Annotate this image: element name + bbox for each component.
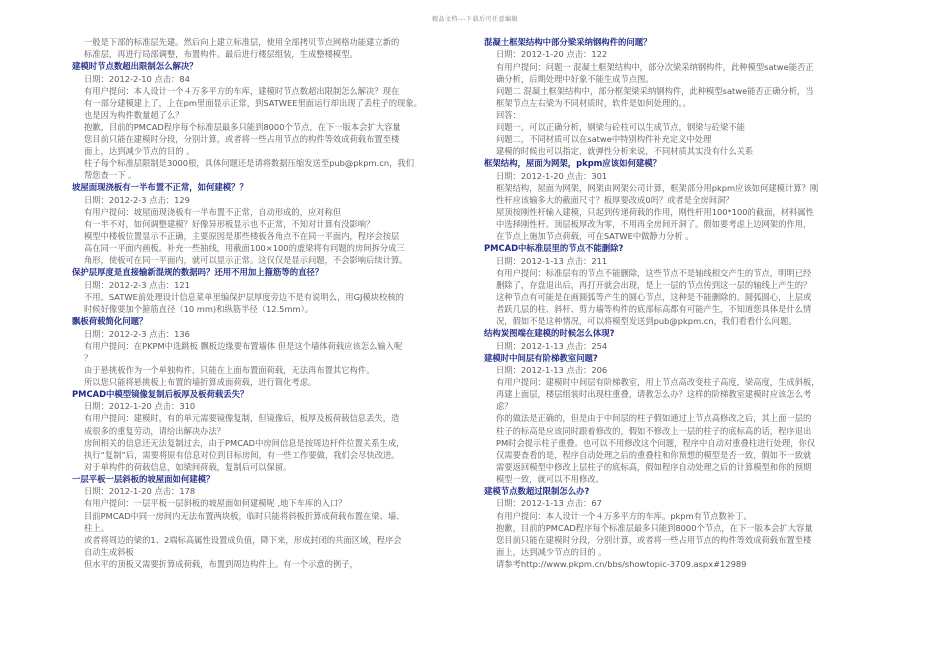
paragraph-line: 况，假如不是这种情况，可以将模型发送到pub@pkpm.cn，我们看看什么问题。: [496, 316, 797, 327]
paragraph-line: 模型一致，就可以不用修改。: [496, 473, 604, 484]
paragraph-line: 框架节点左右梁为不同材质时，软件是如何处理的。。: [496, 97, 691, 108]
paragraph-line: 标准层，再进行局部调整，布置构件。最后进行楼层组装，生成整楼模型。: [84, 49, 358, 60]
section-heading: 保护层厚度是直接输新混规的数据吗？还用不用加上箍筋等的直径？: [72, 267, 324, 278]
paragraph-line: 您目前只能在建模时分段，分别计算，或者将一些占用节点的构件等效成荷载布置至楼: [84, 134, 400, 145]
paragraph-line: 由于悬挑板作为一个单独构件，只能在上面布置面荷载，无法再布置其它构件。: [84, 364, 375, 375]
paragraph-line: 需要返回模型中修改上层柱子的底标高，假如程序自动处理之后的计算模型和你的预期: [496, 461, 812, 472]
paragraph-line: 性杆应该输多大的截面尺寸？板厚要改成0吗？或者是全房间洞？: [496, 194, 734, 205]
paragraph-line: ？: [84, 352, 93, 363]
paragraph-line: 目前PMCAD中同一房间内无法布置两块板，临时只能将斜板折算成荷载布置在梁、墙、: [84, 510, 405, 521]
paragraph-line: 抱歉，目前的PMCAD程序每个标准层最多只能到8000个节点，在下一版本会扩大容量: [84, 121, 401, 132]
paragraph-line: 删除了，存盘退出后，再打开就会出现，是上一层的节点传到这一层的轴线上产生的？: [496, 279, 812, 290]
paragraph-line: 日期：2012-2-3 点击：121: [84, 279, 190, 290]
paragraph-line: 仅需要查看的是，程序自动处理之后的重叠柱和你预想的模型是否一致，假如不一致就: [496, 449, 812, 460]
paragraph-line: 日期：2012-1-13 点击：254: [496, 340, 608, 351]
section-heading: 建模节点数超过限制怎么办?: [484, 486, 590, 497]
section-heading: 一层平板一层斜板的坡屋面如何建模？: [72, 473, 215, 484]
paragraph-line: 执行“复制”后，需要将原有信息对位到目标房间，有一些工作要做，我们会尽快改进。: [84, 449, 400, 460]
paragraph-line: 面上，达到减少节点的目的 。: [84, 146, 195, 157]
paragraph-line: 日期：2012-2-3 点击：129: [84, 194, 190, 205]
paragraph-line: 问题二，不同材质可以在satwe中特别构件补充定义中处理: [496, 134, 712, 145]
paragraph-line: 有一部分建模建上了，上在pm里面显示正常，到SATWEE里面运行却出现了丢柱子的现象。: [84, 97, 422, 108]
paragraph-line: 日期：2012-2-10 点击：84: [84, 73, 190, 84]
section-heading: 框架结构，屋面为网架，pkpm应该如何建模？: [484, 158, 662, 169]
paragraph-line: 有用户提问：坡屋面现浇板有一半布置不正常，自动形成的，应对称但: [84, 206, 342, 217]
section-heading: 建模时中间层有阶梯教室问题?: [484, 352, 598, 363]
paragraph-line: 有用户提问：建模时中间层有阶梯教室，用上节点高改变柱子高度，梁高度，生成斜板，: [496, 377, 820, 388]
paragraph-line: 建模的时候也可以指定，就弹性分析来说，不同材质其实没有什么关系: [496, 146, 754, 157]
section-heading: PMCAD中模型镜像复制后板厚及板荷载丢失？: [72, 388, 249, 399]
paragraph-line: 柱上。: [84, 522, 109, 533]
section-heading: 坡屋面现浇板有一半布置不正常，如何建模？？: [72, 182, 248, 193]
paragraph-line: 房间相关的信息还无法复制过去，由于PMCAD中房间信息是按周边杆件位置关系生成，: [84, 437, 405, 448]
paragraph-line: 抱歉，目前的PMCAD程序每个标准层最多只能到8000个节点，在下一版本会扩大容量: [496, 522, 813, 533]
paragraph-line: 你的做法是正确的，但是由于中间层的柱子假如通过上节点高修改之后，其上面一层的: [496, 413, 812, 424]
paragraph-line: 中选择刚性杆。顶层板厚改为零，不用再全房间开洞了。假如要考虑上边网架的作用，: [496, 219, 812, 230]
paragraph-line: 确分析，后期处理中好象不能生成节点图。: [496, 73, 654, 84]
paragraph-line: 有用户提问：本人设计一个４万多平方的车库。pkpm有节点数补丁。: [496, 510, 752, 521]
paragraph-line: PM时会提示柱子重叠。也可以不用修改这个问题，程序中自动对重叠柱进行处理，你仅: [496, 437, 816, 448]
paragraph-line: 有用户提问：在PKPM中选跳板 飘板边缘要布置墙体 但是这个墙体荷载应该怎么输入呢: [84, 340, 403, 351]
paragraph-line: 日期：2012-1-13 点击：206: [496, 365, 608, 376]
section-heading: PMCAD中标准层里的节点不能删除?: [484, 243, 624, 254]
paragraph-line: 者跃几层的柱、斜杆、剪力墙等构件的底部标高都有可能产生，不知道您具体是什么情: [496, 304, 812, 314]
paragraph-line: 有用户提问：标准层有的节点不能删除，这些节点不是轴线相交产生的节点，明明已经: [496, 267, 812, 278]
paragraph-line: 角形，使板可在同一平面内，就可以显示正常。这仅仅是显示问题，不会影响后续计算。: [84, 255, 408, 266]
paragraph-line: 有用户提问：一层平板一层斜板的坡屋面如何建模呢 ,地下车库的入口？: [84, 498, 347, 509]
paragraph-line: 自动生成斜板: [84, 546, 134, 557]
paragraph-line: 帮您查一下 。: [84, 170, 137, 181]
paragraph-line: 日期：2012-1-20 点击：310: [84, 401, 196, 412]
paragraph-line: 高在同一平面内画板。补充一些抽线，用截面100×100的虚梁将有问题的房间拆分成三: [84, 243, 405, 254]
paragraph-line: 时候好像要加个箍筋直径（10 mm)和纵筋半径（12.5mm）。: [84, 304, 314, 314]
paragraph-line: 成很多的重复劳动，请给出解决办法？: [84, 425, 226, 436]
paragraph-line: 有用户提问：建模时，有的单元需要镜像复制，但镜像后，板厚及板荷载信息丢失，造: [84, 413, 400, 424]
paragraph-line: 有用户提问：本人设计一个４万多平方的车库，建模时节点数超出限制怎么解决？现在: [84, 85, 400, 96]
paragraph-line: 屋顶按刚性杆输入建模，只起到传递荷载的作用，刚性杆用100*100的截面，材料属性: [496, 206, 814, 217]
section-heading: 飘板荷载简化问题？: [72, 316, 148, 327]
paragraph-line: 不用。SATWE前处理设计信息菜单里编保护层厚度旁边不是有说明么，用GJ模块校核的: [84, 291, 404, 302]
section-heading: 建模时节点数超出限制怎么解决？: [72, 61, 198, 72]
paragraph-line: 问题二 混凝土框架结构中，部分框架梁采纳钢构件，此种模型satwe能否正确分析，当: [496, 85, 814, 96]
paragraph-line: 也是因为构件数量超了么？: [84, 109, 184, 120]
paragraph-line: 日期：2012-2-3 点击：136: [84, 328, 190, 339]
paragraph-line: 日期：2012-1-20 点击：301: [496, 170, 608, 181]
paragraph-line: 您目前只能在建模时分段，分别计算，或者将一些占用节点的构件等效成荷载布置至楼: [496, 534, 812, 545]
paragraph-line: 日期：2012-1-20 点击：122: [496, 49, 608, 60]
paragraph-line: 有一半不对，如何调整建模？好像异形板显示也不正常，不知对计算有没影响？: [84, 219, 375, 230]
paragraph-line: 日期：2012-1-13 点击：67: [496, 498, 602, 509]
paragraph-line: 所以您只能将悬挑板上布置的墙折算成面荷载，进行简化考虑。: [84, 376, 317, 387]
paragraph-line: 对于单构件的荷载信息，如梁间荷载，复制后可以保留。: [84, 461, 292, 472]
paragraph-line: 框架结构，屋面为网架，网架由网架公司计算，框架部分用pkpm应该如何建模计算？刚: [496, 182, 819, 193]
section-heading: 混凝土框架结构中部分梁采纳钢构件的问题？: [484, 37, 652, 47]
paragraph-line: 在节点上施加节点荷载，可在SATWE中做静力分析 。: [496, 231, 694, 242]
paragraph-line: 面上，达到减少节点的目的 。: [496, 546, 607, 557]
paragraph-line: 请参考http://www.pkpm.cn/bbs/showtopic-3709.aspx#12989: [496, 558, 747, 569]
paragraph-line: 虑？: [496, 401, 513, 412]
paragraph-line: 日期：2012-1-20 点击：178: [84, 486, 196, 497]
left-column: [72, 36, 477, 570]
paragraph-line: 一般是下部的标准层先建。然后向上建立标准层，使用全部拷贝节点网格功能建立新的: [84, 37, 400, 47]
paragraph-line: 问题一，可以正确分析，钢梁与砼柱可以生成节点，钢梁与砼梁不能: [496, 121, 745, 132]
paragraph-line: 这种节点有可能是在画圆弧等产生的圆心节点，这种是不能删除的。圆弧圆心，上层或: [496, 291, 812, 302]
header-watermark: 精品文档---下载后可任意编辑: [432, 16, 518, 23]
paragraph-line: 模型中楼板位置显示不正确，主要原因是那些楼板各角点不在同一平面内，程序会按层: [84, 231, 400, 242]
right-column: [484, 36, 889, 570]
paragraph-line: 但水平的顶板又需要折算成荷载，布置到周边构件上。有一个示意的例子，: [84, 558, 358, 569]
paragraph-line: 日期：2012-1-13 点击：211: [496, 255, 608, 266]
paragraph-line: 柱子每个标准层限制是3000根，具体问题还是请将数据压缩发送至pub@pkpm.cn，我们: [84, 158, 414, 169]
section-heading: 结构炭图端在建模的时候怎么体现?: [484, 328, 615, 339]
paragraph-line: 回答：: [496, 109, 521, 120]
paragraph-line: 柱子的标高是应该同时跟着修改的，假如不修改上一层的柱子的底标高的话，程序退出: [496, 425, 812, 436]
paragraph-line: 再建上面层，楼层组装时出现柱重叠，请教怎么办？这样的阶梯教室建模时应该怎么考: [496, 389, 812, 400]
paragraph-line: 有用户提问：问题一 混凝土框架结构中，部分次梁采纳钢构件，此种模型satwe能否正: [496, 61, 814, 72]
paragraph-line: 或者将周边的梁的1、2端标高属性设置成负值，降下来，形成封闭的共面区域，程序会: [84, 534, 402, 545]
